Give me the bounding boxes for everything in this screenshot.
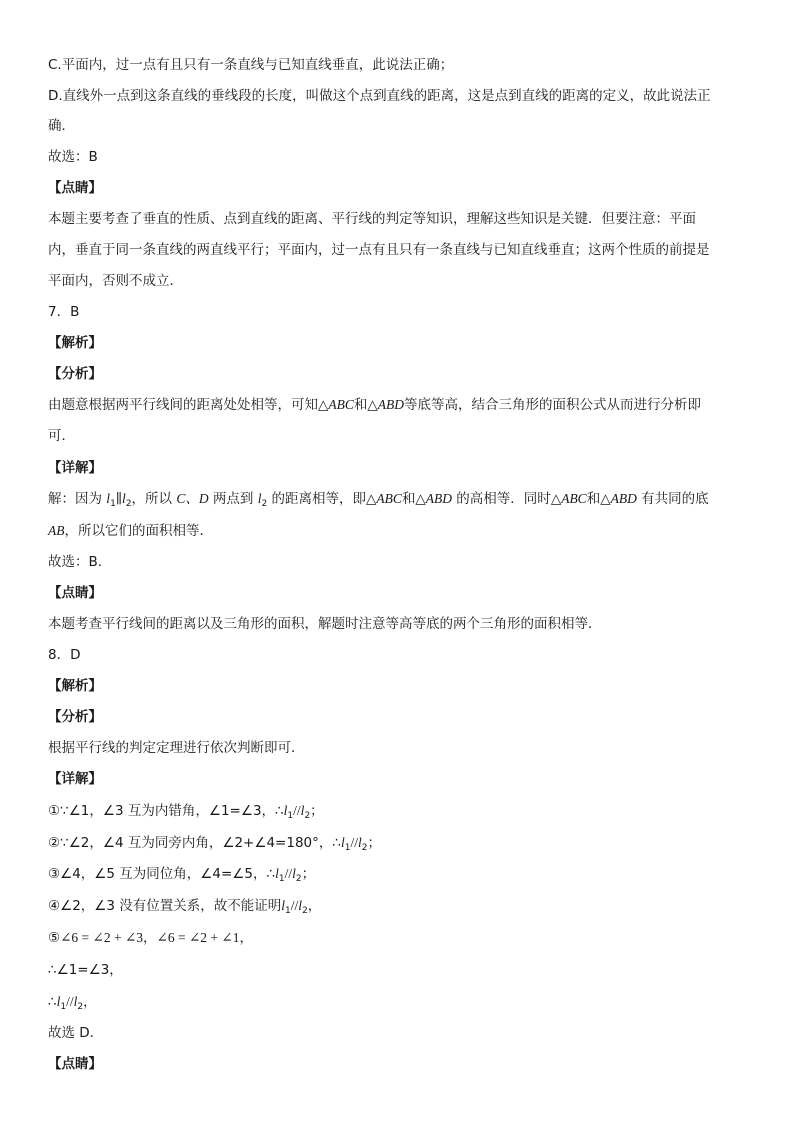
text-line: 可． bbox=[48, 428, 75, 444]
q7-analysis-line: 由题意根据两平行线间的距离处处相等，可知△ABC和△ABD等底等高，结合三角形的面积公式从而进行分析即 bbox=[48, 397, 702, 413]
text-line: ∴∠1=∠3， bbox=[48, 962, 123, 978]
q8-step-4: ④∠2，∠3 没有位置关系，故不能证明$l_1//l_2$， bbox=[48, 898, 322, 916]
q8-step-2: ②∵∠2，∠4 互为同旁内角，∠2+∠4=180°，$\therefore l_1//l_2$； bbox=[48, 835, 381, 853]
section-heading-xiangjie: 【详解】 bbox=[48, 460, 102, 476]
section-heading-dianjing: 【点睛】 bbox=[48, 585, 102, 601]
section-heading-fenxi: 【分析】 bbox=[48, 366, 102, 382]
q8-step-5: ⑤∠6 = ∠2 + ∠3，∠6 = ∠2 + ∠1， bbox=[48, 930, 253, 946]
text-line: 本题考查平行线间的距离以及三角形的面积，解题时注意等高等底的两个三角形的面积相等． bbox=[48, 616, 602, 632]
q8-conclusion: $\therefore l_1//l_2$， bbox=[48, 994, 97, 1012]
section-heading-jiexi: 【解析】 bbox=[48, 678, 102, 694]
section-heading-xiangjie: 【详解】 bbox=[48, 771, 102, 787]
section-heading-dianjing: 【点睛】 bbox=[48, 180, 102, 196]
answer-line: 故选：B. bbox=[48, 554, 103, 570]
q7-detail-line: AB，所以它们的面积相等． bbox=[48, 523, 213, 539]
answer-line: 故选：B bbox=[48, 149, 98, 165]
section-heading-dianjing: 【点睛】 bbox=[48, 1056, 102, 1072]
answer-line: 故选 D． bbox=[48, 1025, 104, 1041]
text-line: 内，垂直于同一条直线的两直线平行；平面内，过一点有且只有一条直线与已知直线垂直；这两个性质的前提是 bbox=[48, 242, 710, 258]
text-line: 平面内，否则不成立． bbox=[48, 273, 183, 289]
text-line: 确． bbox=[48, 118, 75, 134]
question-number: 8．D bbox=[48, 647, 81, 663]
text-line: 根据平行线的判定定理进行依次判断即可． bbox=[48, 740, 305, 756]
section-heading-fenxi: 【分析】 bbox=[48, 709, 102, 725]
section-heading-jiexi: 【解析】 bbox=[48, 335, 102, 351]
q7-detail-line: 解：因为 $l_1\parallel l_2$，所以 C、D 两点到 $l_2$ 的距离相等，即△ABC和△ABD 的高相等．同时△ABC和△ABD 有共同的底 bbox=[48, 491, 709, 509]
q8-step-3: ③∠4，∠5 互为同位角，∠4=∠5，$\therefore l_1//l_2$； bbox=[48, 866, 316, 884]
text-line: C.平面内，过一点有且只有一条直线与已知直线垂直，此说法正确； bbox=[48, 57, 454, 73]
text-line: 本题主要考查了垂直的性质、点到直线的距离、平行线的判定等知识，理解这些知识是关键．但要注意：平面 bbox=[48, 211, 696, 227]
question-number: 7．B bbox=[48, 304, 80, 320]
q8-step-1: ①∵∠1，∠3 互为内错角，∠1=∠3，$\therefore l_1//l_2$； bbox=[48, 803, 324, 821]
text-line: D.直线外一点到这条直线的垂线段的长度，叫做这个点到直线的距离，这是点到直线的距离的定义，故此说法正 bbox=[48, 88, 711, 104]
